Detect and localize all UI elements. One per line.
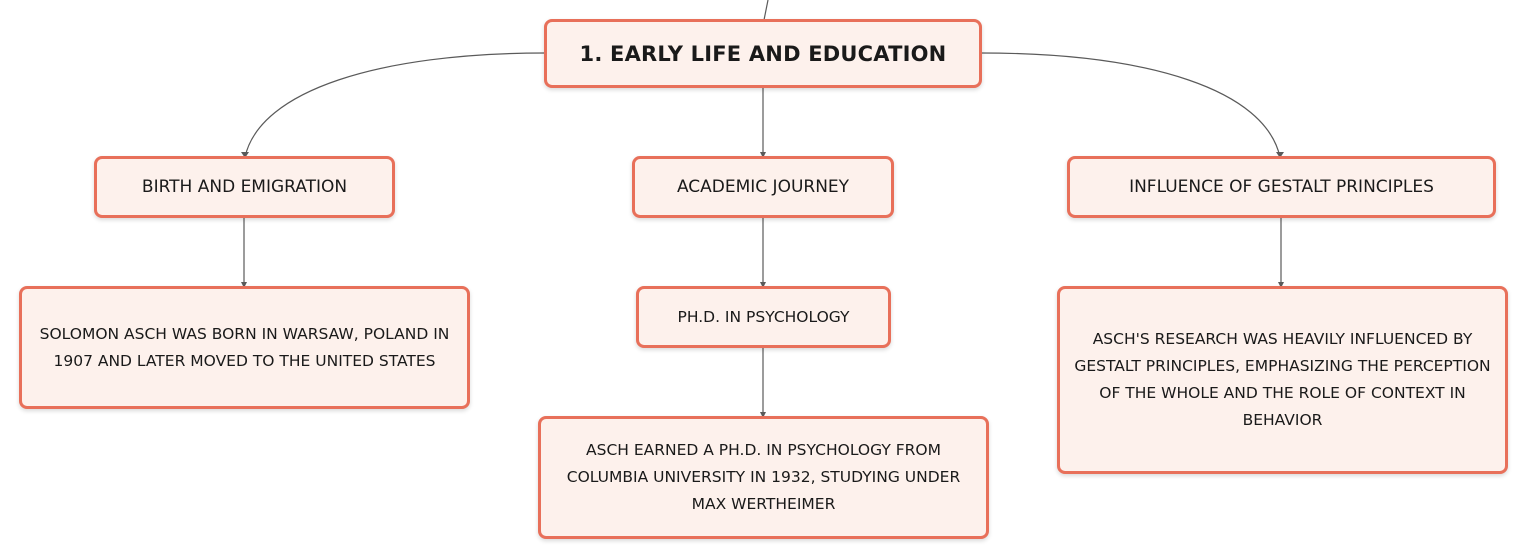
sub-node-phd[interactable] [636,286,891,348]
detail-node-phd[interactable] [538,416,989,539]
branch-label: BIRTH AND EMIGRATION [141,177,348,197]
connector-root-to-gestalt [981,53,1280,157]
incoming-connector [764,0,768,20]
branch-node-birth-and-emigration[interactable] [94,156,395,218]
sub-node-label: PH.D. IN PSYCHOLOGY [677,308,850,326]
detail-text: ASCH'S RESEARCH WAS HEAVILY INFLUENCED BY GESTALT PRINCIPLES, EMPHASIZING THE PERCEPTION OF THE WHOLE AND THE ROLE OF CONTEXT IN BEHAVIOR [1074,330,1491,429]
detail-node-birth[interactable] [19,286,470,409]
connector-root-to-birth [245,53,545,157]
root-node-label: 1. EARLY LIFE AND EDUCATION [579,41,947,66]
detail-text: SOLOMON ASCH WAS BORN IN WARSAW, POLAND IN 1907 AND LATER MOVED TO THE UNITED STATES [39,324,450,370]
branch-node-gestalt-principles[interactable] [1067,156,1496,218]
detail-node-gestalt[interactable] [1057,286,1508,474]
branch-node-academic-journey[interactable] [632,156,894,218]
branch-label: ACADEMIC JOURNEY [676,177,850,197]
detail-text: ASCH EARNED A PH.D. IN PSYCHOLOGY FROM COLUMBIA UNIVERSITY IN 1932, STUDYING UNDER MAX WERTHEIMER [566,441,961,513]
branch-label: INFLUENCE OF GESTALT PRINCIPLES [1129,177,1434,197]
root-node[interactable] [544,19,982,88]
